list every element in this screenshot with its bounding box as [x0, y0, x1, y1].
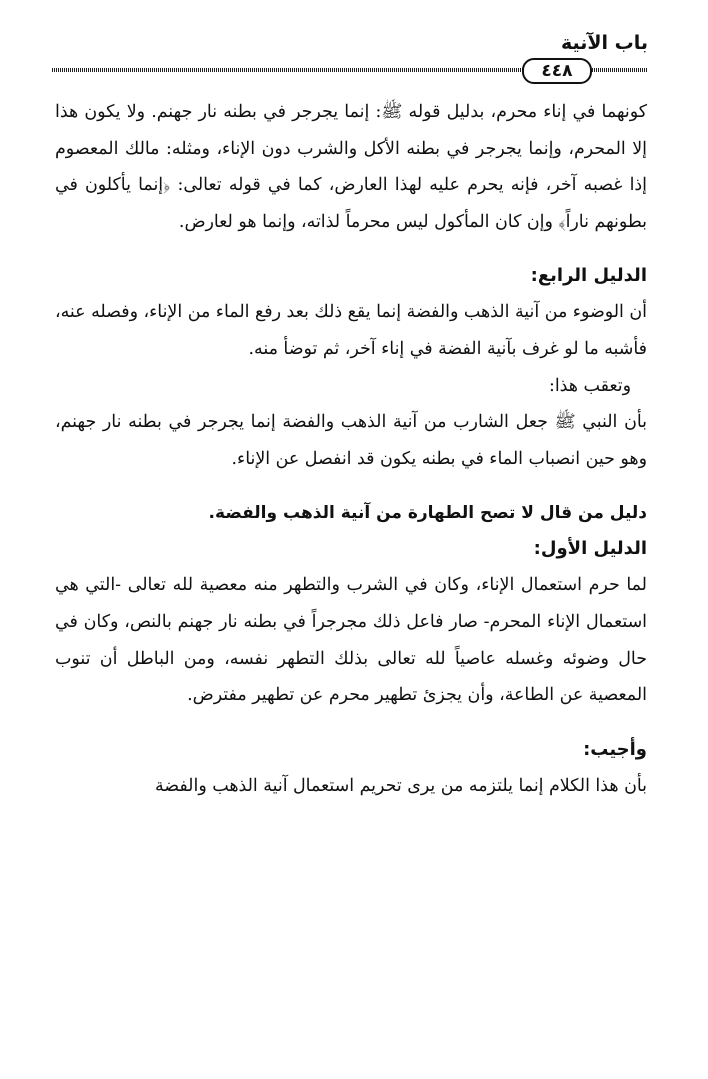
page-body: [55, 94, 647, 804]
paragraph-answer: بأن هذا الكلام إنما يلتزمه من يرى تحريم استعمال آنية الذهب والفضة: [154, 775, 647, 796]
heading-fourth-evidence: الدليل الرابع:: [530, 265, 647, 287]
paragraph-objection: بأن النبي ﷺ جعل الشارب من آنية الذهب والفضة إنما يجرجر في بطنه نار جهنم، وهو حين انصباب الماء في بطنه يكون قد انفصل عن الإناء.: [55, 412, 647, 469]
heading-answer: وأجيب:: [583, 738, 647, 760]
paragraph-objection-label: وتعقب هذا:: [548, 375, 631, 396]
page-number: ٤٤٨: [522, 58, 592, 84]
section-title: دليل من قال لا تصح الطهارة من آنية الذهب والفضة.: [208, 503, 647, 524]
paragraph-first-evidence: لما حرم استعمال الإناء، وكان في الشرب والتطهر منه معصية لله تعالى -التي هي استعمال الإناء المحرم- صار فاعل ذلك مجرجراً في بطنه نار جهنم بالنص، وكان في حال وضوئه وغسله عاصياً لله تعالى بذلك التطهر نفسه، ومن الباطل أن تنوب المعصية عن الطاعة، وأن يجزئ تطهير محرم عن تطهير مفترض.: [55, 575, 647, 706]
heading-first-evidence: الدليل الأول:: [533, 538, 647, 560]
paragraph-wudu: أن الوضوء من آنية الذهب والفضة إنما يقع ذلك بعد رفع الماء من الإناء، وفصله عنه، فأشبه ما لو غرف بآنية الفضة في إناء آخر، ثم توضأ منه.: [55, 302, 647, 359]
chapter-title: باب الآنية: [560, 32, 648, 54]
page-header: [52, 28, 648, 81]
paragraph-intro: كونهما في إناء محرم، بدليل قوله ﷺ: إنما يجرجر في بطنه نار جهنم. ولا يكون هذا إلا المحرم، وإنما يجرجر في بطنه الأكل والشرب دون الإناء، ومثله: مالك المعصوم إذا غصبه آخر، فإنه يحرم عليه لهذا العارض، كما في قوله تعالى: ﴿إنما يأكلون في بطونهم ناراً﴾ وإن كان المأكول ليس محرماً لذاته، وإنما هو لعارض.: [55, 102, 647, 232]
